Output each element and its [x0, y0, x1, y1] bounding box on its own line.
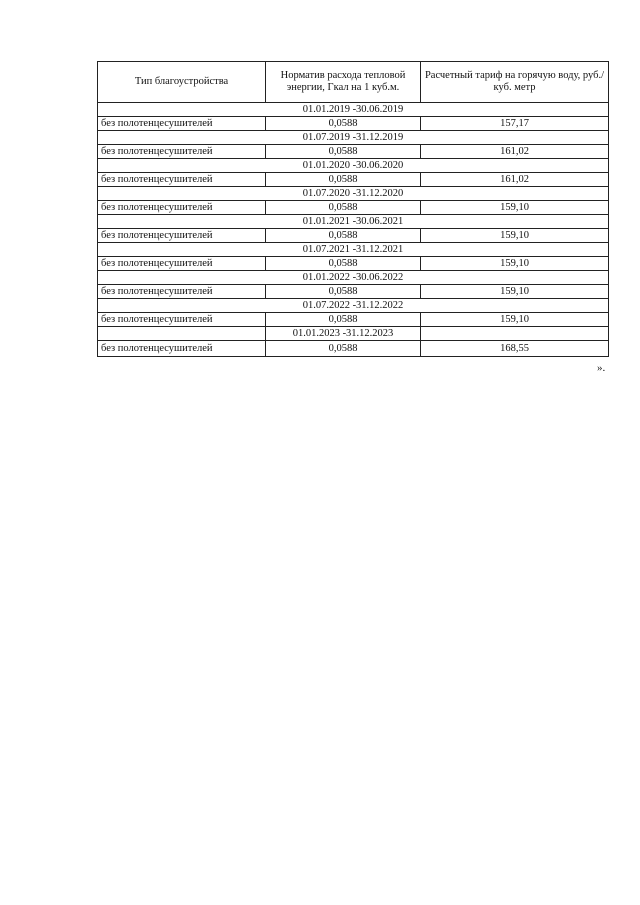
norm-cell: 0,0588 — [266, 257, 421, 271]
tariff-cell: 159,10 — [421, 229, 609, 243]
norm-cell: 0,0588 — [266, 201, 421, 215]
table-row — [98, 257, 609, 271]
period-label: 01.01.2022 -30.06.2022 — [98, 271, 609, 285]
tariff-cell: 159,10 — [421, 257, 609, 271]
tariff-cell: 159,10 — [421, 201, 609, 215]
tariff-cell: 161,02 — [421, 145, 609, 159]
norm-cell: 0,0588 — [266, 313, 421, 327]
header-norm: Норматив расхода тепловой энергии, Гкал на 1 куб.м. — [266, 62, 421, 103]
closing-quote-mark: ». — [597, 362, 606, 374]
table-header-row — [98, 62, 609, 103]
type-cell: без полотенцесушителей — [98, 201, 266, 215]
tariff-table — [97, 61, 609, 357]
empty-cell — [98, 327, 266, 341]
period-row — [98, 131, 609, 145]
period-label: 01.01.2023 -31.12.2023 — [266, 327, 421, 341]
type-cell: без полотенцесушителей — [98, 173, 266, 187]
empty-cell — [421, 327, 609, 341]
period-label: 01.01.2020 -30.06.2020 — [98, 159, 609, 173]
period-row — [98, 215, 609, 229]
table-row — [98, 145, 609, 159]
period-row — [98, 243, 609, 257]
period-label: 01.07.2022 -31.12.2022 — [98, 299, 609, 313]
header-tariff: Расчетный тариф на горячую воду, руб./куб. метр — [421, 62, 609, 103]
period-label: 01.07.2021 -31.12.2021 — [98, 243, 609, 257]
table-row — [98, 313, 609, 327]
period-row — [98, 187, 609, 201]
type-cell: без полотенцесушителей — [98, 285, 266, 299]
period-row — [98, 103, 609, 117]
period-row — [98, 327, 609, 341]
tariff-cell: 168,55 — [421, 341, 609, 357]
norm-cell: 0,0588 — [266, 285, 421, 299]
norm-cell: 0,0588 — [266, 117, 421, 131]
period-label: 01.01.2019 -30.06.2019 — [98, 103, 609, 117]
table-row — [98, 117, 609, 131]
table-row — [98, 341, 609, 357]
table-row — [98, 229, 609, 243]
type-cell: без полотенцесушителей — [98, 313, 266, 327]
tariff-cell: 159,10 — [421, 285, 609, 299]
type-cell: без полотенцесушителей — [98, 145, 266, 159]
norm-cell: 0,0588 — [266, 229, 421, 243]
period-row — [98, 271, 609, 285]
period-label: 01.01.2021 -30.06.2021 — [98, 215, 609, 229]
period-label: 01.07.2019 -31.12.2019 — [98, 131, 609, 145]
period-row — [98, 299, 609, 313]
period-label: 01.07.2020 -31.12.2020 — [98, 187, 609, 201]
norm-cell: 0,0588 — [266, 341, 421, 357]
type-cell: без полотенцесушителей — [98, 257, 266, 271]
type-cell: без полотенцесушителей — [98, 117, 266, 131]
header-type: Тип благоустройства — [98, 62, 266, 103]
table-row — [98, 173, 609, 187]
tariff-cell: 157,17 — [421, 117, 609, 131]
table-row — [98, 285, 609, 299]
table-row — [98, 201, 609, 215]
norm-cell: 0,0588 — [266, 145, 421, 159]
period-row — [98, 159, 609, 173]
norm-cell: 0,0588 — [266, 173, 421, 187]
type-cell: без полотенцесушителей — [98, 341, 266, 357]
tariff-cell: 161,02 — [421, 173, 609, 187]
tariff-cell: 159,10 — [421, 313, 609, 327]
type-cell: без полотенцесушителей — [98, 229, 266, 243]
